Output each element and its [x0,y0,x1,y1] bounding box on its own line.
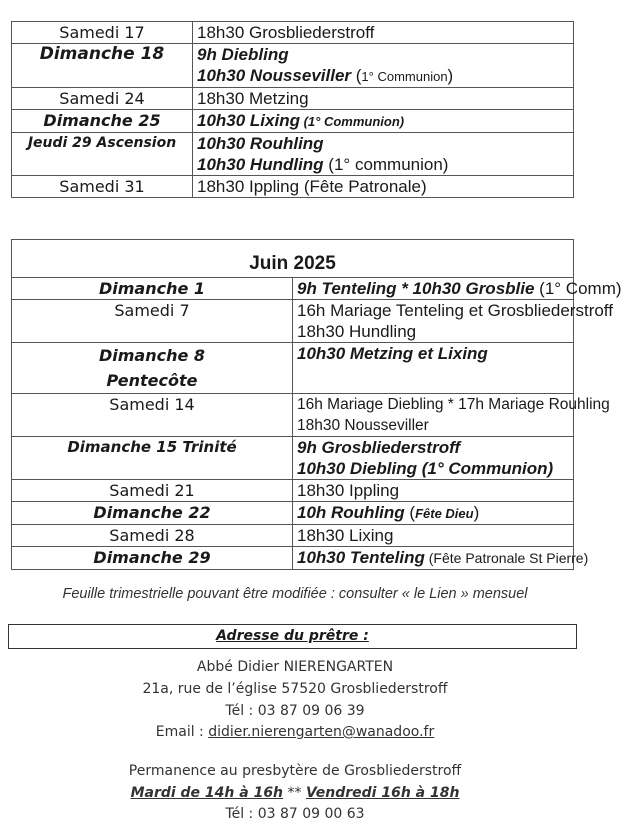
table-row [12,300,574,343]
event-cell: 10h30 Rouhling 10h30 Hundling (1° communion) [193,133,574,176]
may-schedule-table [11,21,574,198]
day-cell: Samedi 17 [12,22,193,44]
email-label: Email : [155,724,209,740]
event-cell: 18h30 Metzing [193,88,574,110]
event-cell: 9h Diebling 10h30 Nousseviller (1° Communion) [193,44,574,88]
table-row [12,133,574,176]
event-cell: 18h30 Grosbliederstroff [193,22,574,44]
permanence-time-friday: Vendredi 16h à 18h [305,785,460,801]
event-cell: 10h Rouhling (Fête Dieu) [293,502,574,525]
address-heading-box [8,624,577,649]
june-schedule-table [11,239,622,570]
event-cell: 10h30 Metzing et Lixing [293,343,574,394]
table-row [12,343,574,394]
day-cell: Dimanche 25 [12,110,193,133]
event-cell: 10h30 Tenteling (Fête Patronale St Pierre) [293,547,574,570]
permanence-separator: ** [283,785,306,801]
permanence-time-tuesday: Mardi de 14h à 16h [130,785,284,801]
month-title-row [12,240,574,278]
address-heading: Adresse du prêtre : [216,628,369,644]
priest-phone: Tél : 03 87 09 06 39 [225,703,365,719]
permanence-hours [0,785,590,801]
priest-street: 21a, rue de l’église 57520 Grosbliederstroff [142,681,448,697]
event-cell: 18h30 Lixing [293,525,574,547]
day-cell: Dimanche 29 [12,547,293,570]
table-row [12,110,574,133]
table-row [12,44,574,88]
event-cell: 18h30 Ippling (Fête Patronale) [193,176,574,198]
event-cell: 9h Tenteling * 10h30 Grosblie (1° Comm) [293,278,574,300]
event-cell: 16h Mariage Tenteling et Grosbliederstroff 18h30 Hundling [293,300,574,343]
table-row [12,176,574,198]
day-cell: Samedi 28 [12,525,293,547]
event-cell: 16h Mariage Diebling * 17h Mariage Rouhling 18h30 Nousseviller [293,394,574,437]
table-row [12,525,574,547]
table-row [12,437,574,480]
priest-email-line [0,724,590,740]
table-row [12,480,574,502]
day-cell: Dimanche 22 [12,502,293,525]
table-row [12,22,574,44]
table-row [12,502,574,525]
permanence-phone: Tél : 03 87 09 00 63 [225,806,365,822]
day-cell: Samedi 21 [12,480,293,502]
day-cell: Dimanche 8 Pentecôte [12,343,293,394]
event-cell: 18h30 Ippling [293,480,574,502]
month-title: Juin 2025 [12,240,574,278]
table-row [12,278,574,300]
email-link[interactable]: didier.nierengarten@wanadoo.fr [208,724,435,740]
day-cell: Dimanche 1 [12,278,293,300]
event-cell: 9h Grosbliederstroff 10h30 Diebling (1° Communion) [293,437,574,480]
day-cell: Dimanche 18 [12,44,193,88]
permanence-line: Permanence au presbytère de Grosbliederstroff [128,763,462,779]
table-row [12,394,574,437]
table-row [12,88,574,110]
priest-name: Abbé Didier NIERENGARTEN [196,659,394,675]
day-cell: Dimanche 15 Trinité [12,437,293,480]
footer-note: Feuille trimestrielle pouvant être modifiée : consulter « le Lien » mensuel [62,586,528,602]
table-row [12,547,574,570]
day-cell: Samedi 14 [12,394,293,437]
day-cell: Samedi 31 [12,176,193,198]
event-cell: 10h30 Lixing (1° Communion) [193,110,574,133]
day-cell: Samedi 7 [12,300,293,343]
day-cell: Samedi 24 [12,88,193,110]
day-cell: Jeudi 29 Ascension [12,133,193,176]
